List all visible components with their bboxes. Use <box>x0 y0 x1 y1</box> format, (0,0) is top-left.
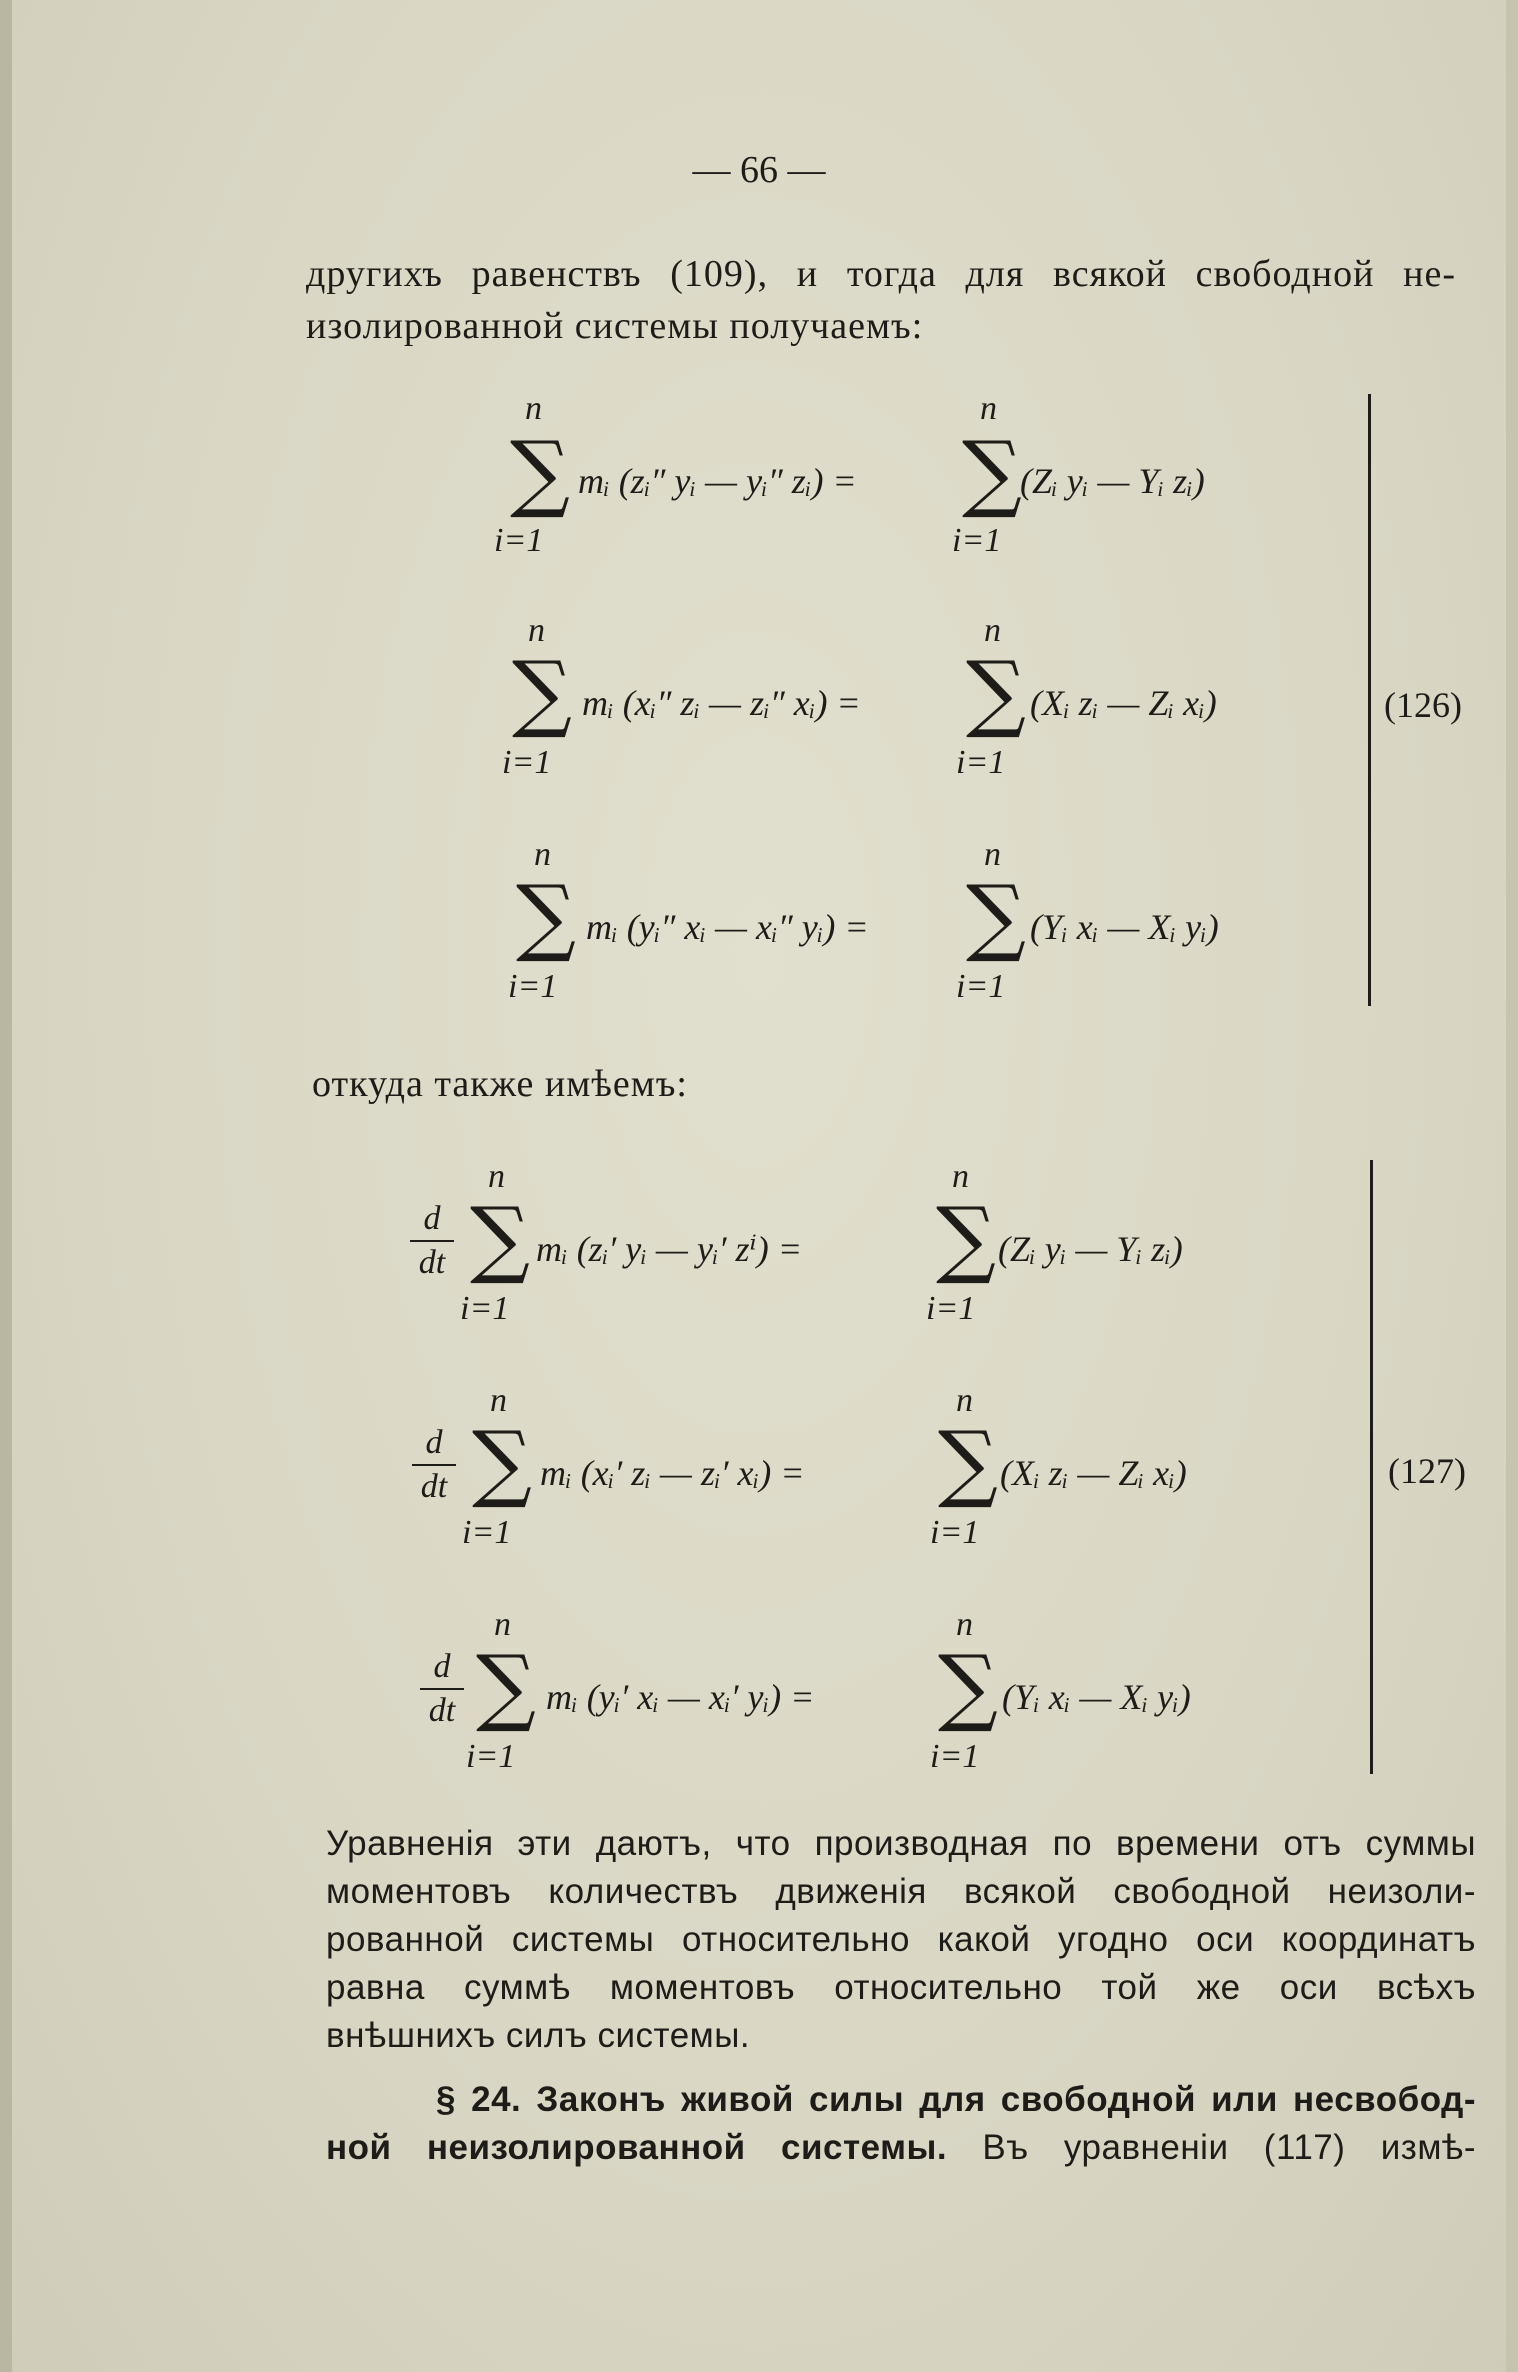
section-paragraph <box>326 2076 1476 2172</box>
text-line: изолированной системы получаемъ: <box>306 305 924 347</box>
section-heading-tail: ной неизолированной системы. <box>326 2128 948 2167</box>
sum-lower-limit: i=1 <box>930 1738 980 1775</box>
sum-lower-limit: i=1 <box>952 522 1002 559</box>
sigma-symbol: ∑ <box>936 1189 996 1287</box>
sum-upper-limit: n <box>980 390 997 427</box>
sigma-symbol: ∑ <box>516 867 576 965</box>
derivative-numerator: d <box>433 1648 451 1685</box>
sum-lower-limit: i=1 <box>956 744 1006 781</box>
equation-rhs: (Xᵢ zᵢ — Zᵢ xᵢ) <box>1000 1453 1187 1493</box>
sigma-symbol: ∑ <box>470 1189 530 1287</box>
equation-rhs: (Xᵢ zᵢ — Zᵢ xᵢ) <box>1030 683 1217 723</box>
conclusion-paragraph <box>326 1820 1476 2060</box>
right-brace <box>1368 394 1377 1006</box>
sum-upper-limit: n <box>956 1606 973 1643</box>
page-number: — 66 — <box>692 149 826 191</box>
equation-lhs: mᵢ (yᵢ″ xᵢ — xᵢ″ yᵢ) = <box>586 907 869 947</box>
sum-lower-limit: i=1 <box>502 744 552 781</box>
equation-rhs: (Yᵢ xᵢ — Xᵢ yᵢ) <box>1030 907 1219 947</box>
sum-upper-limit: n <box>984 836 1001 873</box>
sum-lower-limit: i=1 <box>494 522 544 559</box>
section-text: Въ уравненіи (117) измѣ- <box>982 2128 1476 2167</box>
equation-rhs: (Zᵢ yᵢ — Yᵢ zᵢ) <box>998 1229 1183 1269</box>
equation-rhs: (Zᵢ yᵢ — Yᵢ zᵢ) <box>1020 461 1205 501</box>
equation-lhs: mᵢ (yᵢ′ xᵢ — xᵢ′ yᵢ) = <box>546 1677 815 1717</box>
sum-lower-limit: i=1 <box>466 1738 516 1775</box>
derivative-fraction <box>420 1648 464 1730</box>
derivative-denominator: dt <box>418 1244 446 1281</box>
equation-number: (127) <box>1388 1451 1466 1491</box>
sigma-symbol: ∑ <box>938 1637 998 1735</box>
text-line: внѣшнихъ силъ системы. <box>326 2016 751 2055</box>
text-line: рованной системы относительно какой угодно оси координатъ <box>326 1920 1476 1959</box>
equation-lhs: mᵢ (zᵢ′ yᵢ — yᵢ′ zⁱ) = <box>536 1229 803 1269</box>
derivative-fraction <box>412 1424 456 1506</box>
intro-paragraph <box>306 248 1456 352</box>
page-left-edge <box>0 0 12 2372</box>
equation-lhs: mᵢ (xᵢ′ zᵢ — zᵢ′ xᵢ) = <box>540 1453 805 1493</box>
sigma-symbol: ∑ <box>512 643 572 741</box>
equation-rhs: (Yᵢ xᵢ — Xᵢ yᵢ) <box>1002 1677 1191 1717</box>
section-heading-line: § 24. Законъ живой силы для свободной или несвобод- <box>436 2080 1476 2119</box>
sum-upper-limit: n <box>525 390 542 427</box>
sigma-symbol: ∑ <box>510 423 570 521</box>
derivative-denominator: dt <box>428 1692 456 1729</box>
right-brace <box>1370 1160 1379 1774</box>
sum-upper-limit: n <box>494 1606 511 1643</box>
sum-upper-limit: n <box>984 612 1001 649</box>
text-line <box>326 2124 1476 2172</box>
text-line: Уравненія эти даютъ, что производная по времени отъ суммы <box>326 1824 1476 1863</box>
text-line: моментовъ количествъ движенія всякой свободной неизоли- <box>326 1872 1476 1911</box>
transition-text: откуда также имѣемъ: <box>312 1063 688 1105</box>
sum-lower-limit: i=1 <box>460 1290 510 1327</box>
sum-lower-limit: i=1 <box>926 1290 976 1327</box>
sum-lower-limit: i=1 <box>930 1514 980 1551</box>
equation-lhs: mᵢ (xᵢ″ zᵢ — zᵢ″ xᵢ) = <box>582 683 861 723</box>
sum-upper-limit: n <box>534 836 551 873</box>
sum-upper-limit: n <box>490 1382 507 1419</box>
sum-upper-limit: n <box>952 1158 969 1195</box>
derivative-fraction <box>410 1200 454 1282</box>
sigma-symbol: ∑ <box>962 423 1022 521</box>
sum-upper-limit: n <box>528 612 545 649</box>
sum-lower-limit: i=1 <box>508 968 558 1005</box>
sigma-symbol: ∑ <box>966 643 1026 741</box>
derivative-numerator: d <box>423 1200 441 1237</box>
equation-lhs: mᵢ (zᵢ″ yᵢ — yᵢ″ zᵢ) = <box>578 461 857 501</box>
sum-upper-limit: n <box>488 1158 505 1195</box>
sigma-symbol: ∑ <box>476 1637 536 1735</box>
sum-upper-limit: n <box>956 1382 973 1419</box>
text-line: другихъ равенствъ (109), и тогда для всякой свободной не- <box>306 253 1456 295</box>
text-line: равна суммѣ моментовъ относительно той же оси всѣхъ <box>326 1968 1476 2007</box>
sum-lower-limit: i=1 <box>462 1514 512 1551</box>
sigma-symbol: ∑ <box>938 1413 998 1511</box>
sigma-symbol: ∑ <box>966 867 1026 965</box>
equation-number: (126) <box>1384 685 1462 725</box>
derivative-numerator: d <box>425 1424 443 1461</box>
derivative-denominator: dt <box>420 1468 448 1505</box>
sum-lower-limit: i=1 <box>956 968 1006 1005</box>
sigma-symbol: ∑ <box>472 1413 532 1511</box>
page-right-edge <box>1506 0 1518 2372</box>
